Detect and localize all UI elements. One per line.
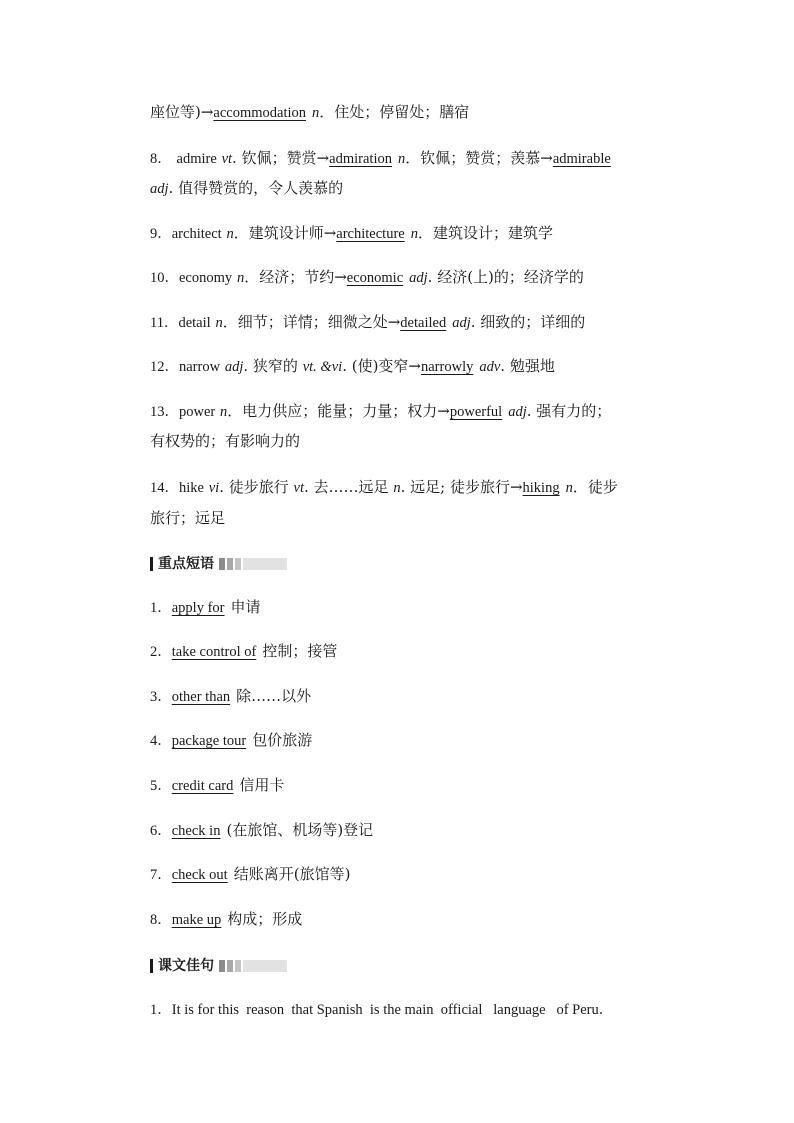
item-number: 13． bbox=[150, 404, 179, 420]
part-of-speech: n bbox=[312, 105, 320, 121]
vocab-meaning: . 值得赞赏的，令人羡慕的 bbox=[168, 179, 344, 197]
phrase-item-3 bbox=[150, 686, 311, 707]
phrase-answer: check in bbox=[171, 823, 221, 839]
vocab-word: narrow bbox=[179, 359, 221, 375]
part-of-speech: adj bbox=[224, 359, 244, 375]
part-of-speech: adj bbox=[150, 181, 169, 197]
vocab-meaning: . 远足; 徒步旅行→ bbox=[400, 478, 523, 496]
vocab-item-11 bbox=[150, 312, 585, 333]
vocab-word: architect bbox=[171, 226, 222, 242]
section-decoration bbox=[219, 960, 287, 972]
item-number: 11． bbox=[150, 315, 179, 331]
phrase-answer: apply for bbox=[171, 600, 225, 616]
phrase-meaning: 除……以外 bbox=[236, 687, 312, 705]
vocab-item-14 bbox=[150, 477, 618, 498]
vocab-meaning: ．住处；停留处；膳宿 bbox=[319, 103, 470, 121]
vocab-answer: economic bbox=[346, 270, 404, 286]
vocab-answer: hiking bbox=[522, 480, 560, 496]
phrase-meaning: 结账离开(旅馆等) bbox=[233, 865, 351, 883]
phrase-answer: make up bbox=[171, 912, 222, 928]
vocab-meaning: ．经济；节约→ bbox=[244, 268, 347, 286]
vocab-item-12 bbox=[150, 356, 555, 377]
part-of-speech: vi bbox=[208, 480, 220, 496]
phrase-item-1 bbox=[150, 597, 261, 618]
part-of-speech: adv bbox=[479, 359, 501, 375]
section-marker-bar bbox=[150, 557, 153, 571]
vocab-answer: narrowly bbox=[421, 359, 474, 375]
part-of-speech: n bbox=[236, 270, 245, 286]
section-title: 重点短语 bbox=[158, 556, 214, 572]
phrase-item-8 bbox=[150, 909, 302, 930]
phrase-item-5 bbox=[150, 775, 284, 796]
vocab-meaning: . 钦佩；赞赏→ bbox=[232, 149, 330, 167]
vocab-meaning: . 细致的；详细的 bbox=[470, 313, 586, 331]
vocab-meaning: ．建筑设计；建筑学 bbox=[417, 224, 553, 242]
phrase-meaning: 构成；形成 bbox=[227, 910, 303, 928]
vocab-meaning: . (使)变窄→ bbox=[342, 357, 421, 375]
part-of-speech: n bbox=[397, 151, 406, 167]
vocab-answer: detailed bbox=[400, 315, 447, 331]
vocab-answer: powerful bbox=[449, 404, 503, 420]
vocab-answer: admiration bbox=[329, 151, 392, 167]
item-number: 12． bbox=[150, 359, 179, 375]
phrase-answer: take control of bbox=[171, 644, 257, 660]
sentence-item-1 bbox=[150, 999, 613, 1020]
section-header-key-sentences bbox=[150, 958, 287, 974]
vocab-meaning: . 勉强地 bbox=[500, 357, 555, 375]
vocab-meaning: ．钦佩；赞赏；羡慕→ bbox=[405, 149, 553, 167]
vocab-meaning: ．建筑设计师→ bbox=[233, 224, 337, 242]
part-of-speech: adj bbox=[409, 270, 428, 286]
vocab-meaning: 旅行；远足 bbox=[150, 509, 226, 527]
item-number: 14． bbox=[150, 480, 179, 496]
phrase-answer: package tour bbox=[171, 733, 247, 749]
vocab-item-13-cont bbox=[150, 431, 300, 451]
section-decoration bbox=[219, 558, 287, 570]
vocab-meaning: . 去……远足 bbox=[304, 478, 389, 496]
vocab-text: 座位等)→ bbox=[150, 103, 214, 121]
part-of-speech: n bbox=[410, 226, 418, 242]
vocab-item-10 bbox=[150, 267, 584, 288]
item-number: 3． bbox=[150, 689, 172, 705]
vocab-word: hike bbox=[179, 480, 204, 496]
phrase-meaning: 包价旅游 bbox=[252, 731, 313, 749]
vocab-meaning: ．电力供应；能量；力量；权力→ bbox=[227, 402, 450, 420]
phrase-answer: check out bbox=[171, 867, 228, 883]
vocab-item-8 bbox=[150, 148, 617, 169]
item-number: 8． bbox=[150, 912, 172, 928]
vocab-word: economy bbox=[179, 270, 233, 286]
item-number: 9． bbox=[150, 226, 172, 242]
item-number: 4． bbox=[150, 733, 172, 749]
vocab-meaning: . 狭窄的 bbox=[243, 357, 298, 375]
phrase-meaning: 控制；接管 bbox=[262, 642, 338, 660]
part-of-speech: n bbox=[220, 404, 228, 420]
vocab-meaning: . 强有力的； bbox=[526, 402, 612, 420]
phrase-answer: other than bbox=[171, 689, 231, 705]
vocab-answer: admirable bbox=[552, 151, 611, 167]
phrase-item-4 bbox=[150, 730, 312, 751]
item-number: 6． bbox=[150, 823, 172, 839]
vocab-answer: accommodation bbox=[213, 105, 307, 121]
phrase-meaning: (在旅馆、机场等)登记 bbox=[226, 821, 374, 839]
vocab-meaning: ．细节；详情；细微之处→ bbox=[222, 313, 401, 331]
vocab-item-8-cont bbox=[150, 178, 343, 199]
vocab-meaning: . 经济(上)的；经济学的 bbox=[427, 268, 584, 286]
part-of-speech: adj bbox=[508, 404, 527, 420]
item-number: 1． bbox=[150, 1002, 172, 1018]
part-of-speech: n bbox=[215, 315, 223, 331]
part-of-speech: vt bbox=[221, 151, 233, 167]
part-of-speech: vt. &vi bbox=[302, 359, 343, 375]
part-of-speech: n bbox=[226, 226, 234, 242]
item-number: 1． bbox=[150, 600, 172, 616]
section-title: 课文佳句 bbox=[158, 958, 214, 974]
item-number: 2． bbox=[150, 644, 172, 660]
vocab-meaning: 有权势的；有影响力的 bbox=[150, 432, 301, 450]
vocab-meaning: . 徒步旅行 bbox=[219, 478, 289, 496]
vocab-answer: architecture bbox=[336, 226, 405, 242]
item-number: 5． bbox=[150, 778, 172, 794]
phrase-item-6 bbox=[150, 820, 373, 841]
phrase-meaning: 信用卡 bbox=[239, 776, 285, 794]
item-number: 8． bbox=[150, 151, 172, 167]
vocab-item-13 bbox=[150, 401, 611, 422]
phrase-answer: credit card bbox=[171, 778, 234, 794]
vocab-word: admire bbox=[176, 151, 217, 167]
item-number: 10． bbox=[150, 270, 179, 286]
sentence-text: It is for this reason that Spanish is the main official language of Peru． bbox=[171, 1002, 614, 1018]
phrase-item-2 bbox=[150, 641, 337, 662]
vocab-item-9 bbox=[150, 223, 553, 244]
vocab-word: detail bbox=[178, 315, 211, 331]
part-of-speech: n bbox=[393, 480, 401, 496]
phrase-item-7 bbox=[150, 864, 350, 885]
vocab-word: power bbox=[179, 404, 216, 420]
phrase-meaning: 申请 bbox=[230, 598, 261, 616]
section-marker-bar bbox=[150, 959, 153, 973]
vocab-item-14-cont bbox=[150, 508, 225, 528]
part-of-speech: adj bbox=[452, 315, 471, 331]
item-number: 7． bbox=[150, 867, 172, 883]
vocab-line-continuation bbox=[150, 102, 469, 123]
vocab-meaning: ．徒步 bbox=[572, 478, 618, 496]
part-of-speech: n bbox=[565, 480, 573, 496]
section-header-key-phrases bbox=[150, 556, 287, 572]
part-of-speech: vt bbox=[293, 480, 305, 496]
